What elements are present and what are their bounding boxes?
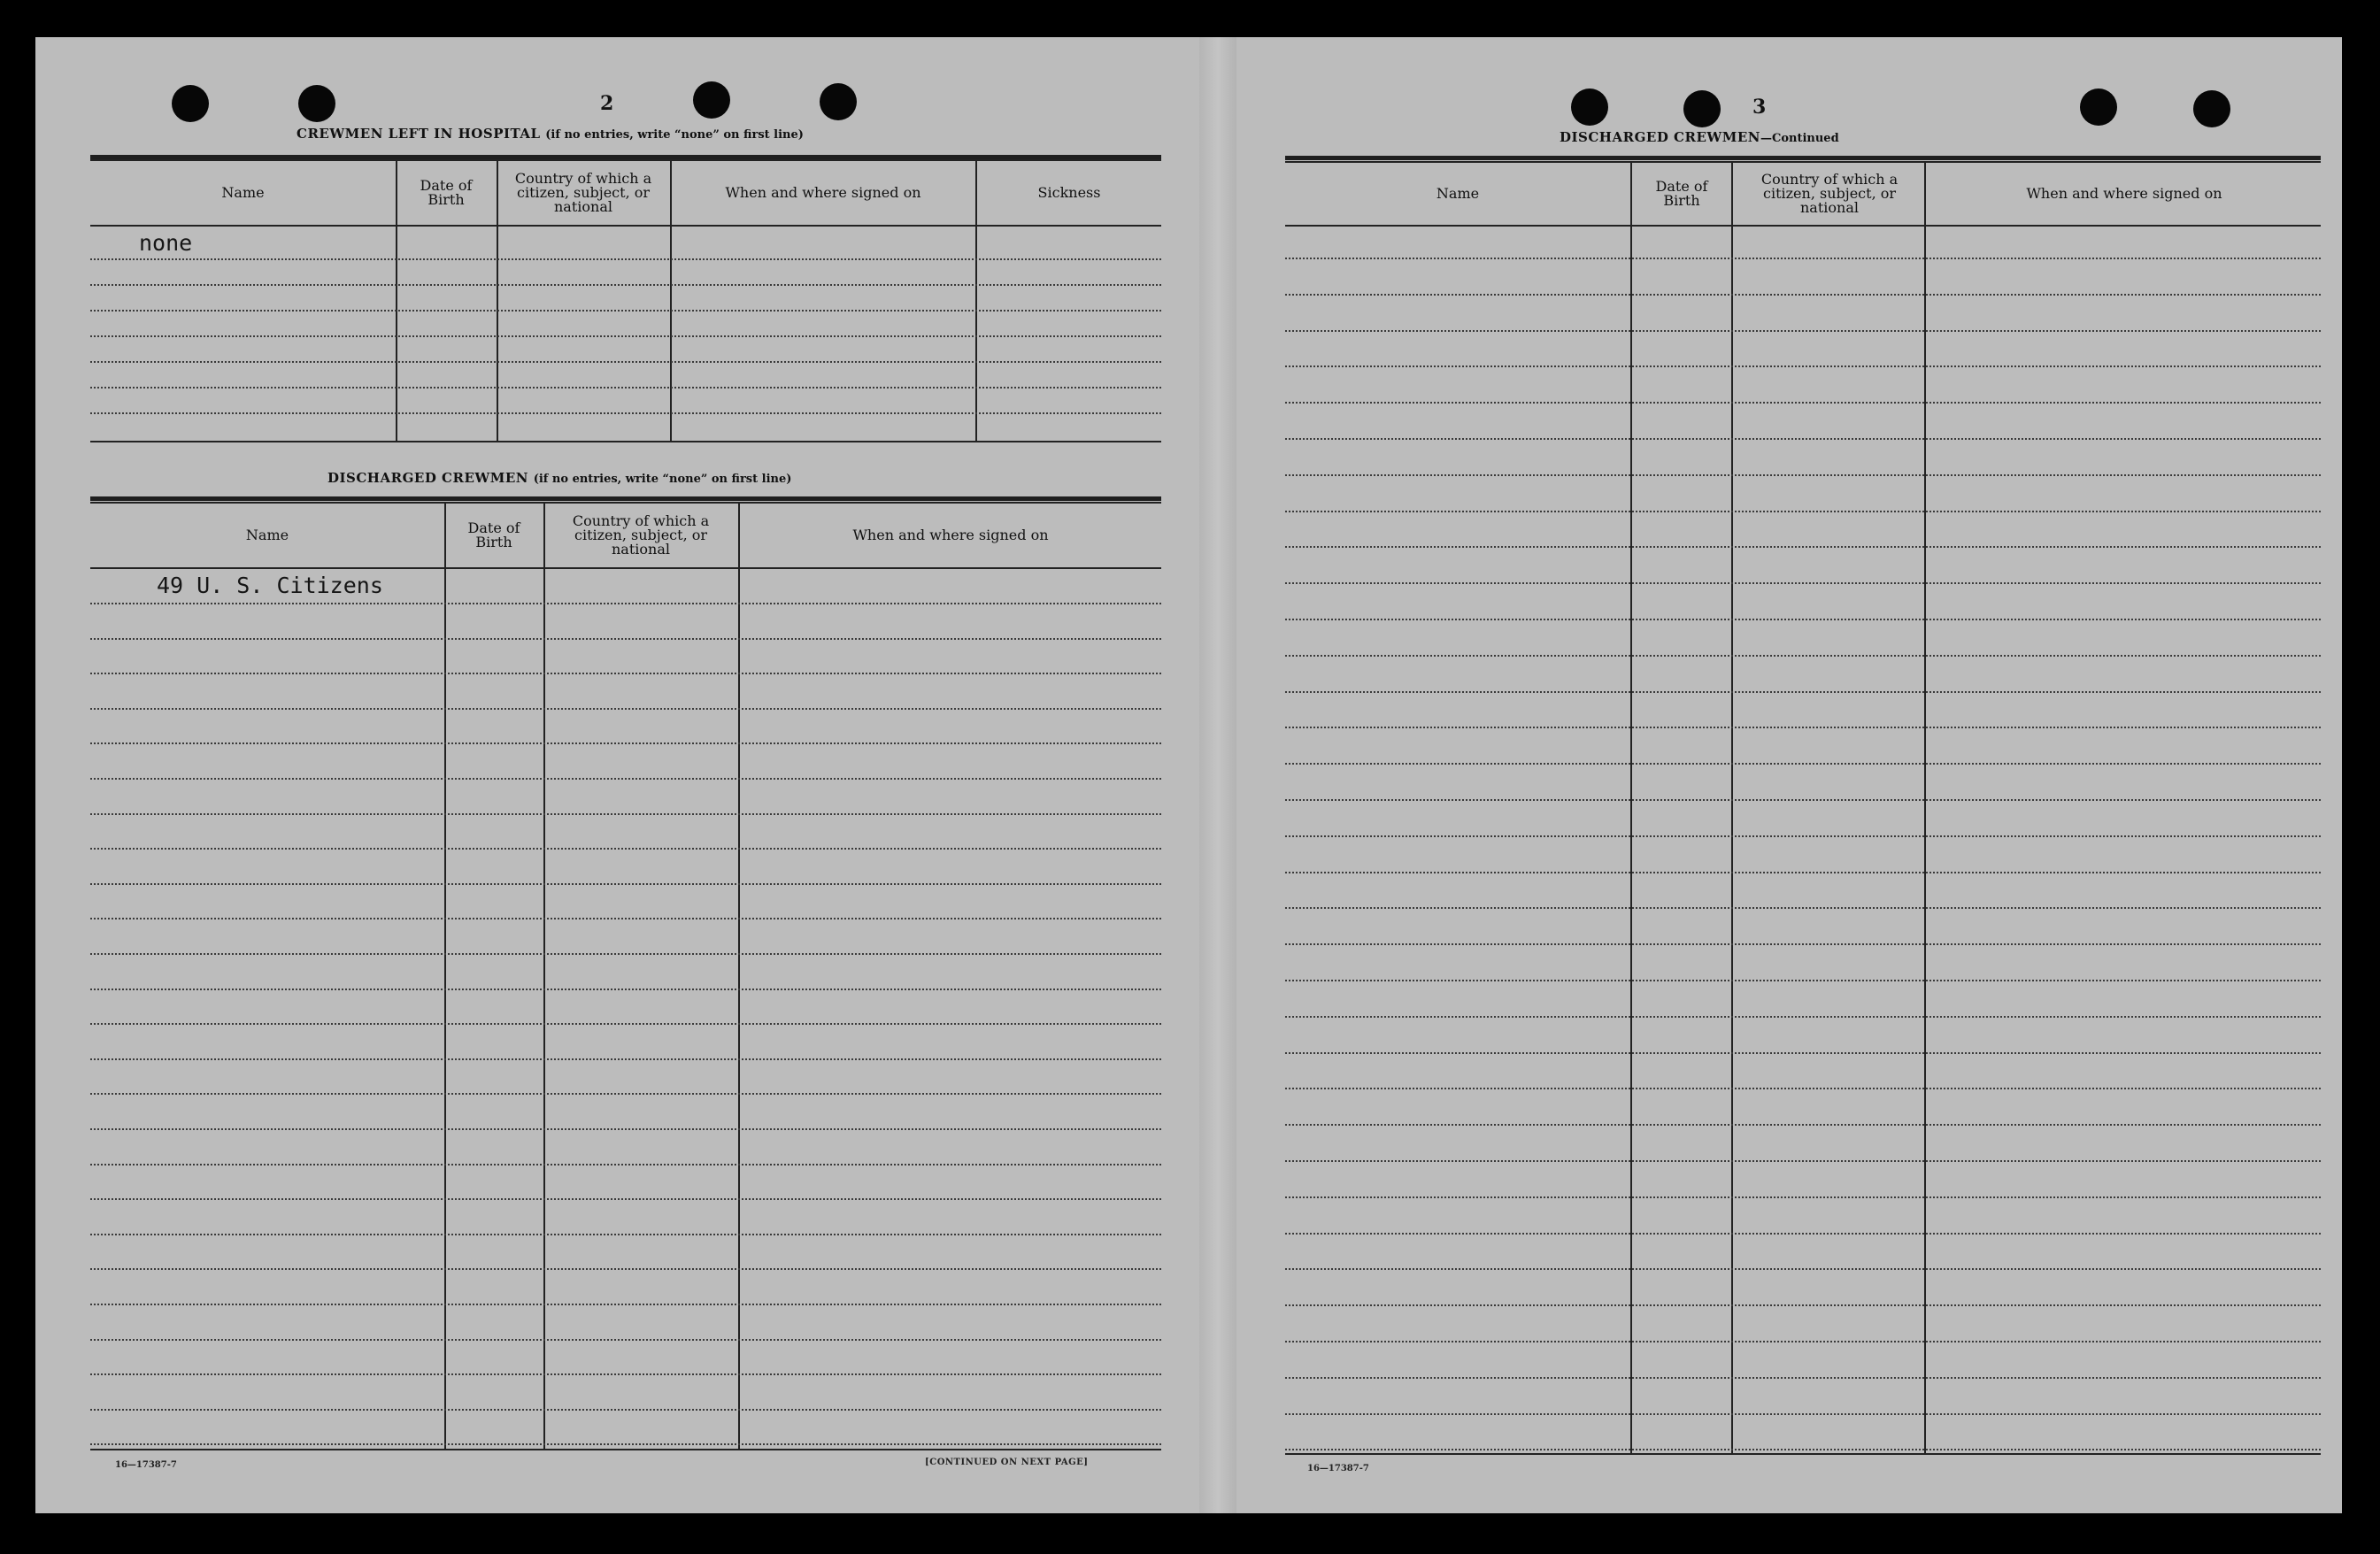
ruled-line xyxy=(1285,1124,2321,1126)
col-signed-on: When and where signed on xyxy=(2026,185,2222,202)
ruled-line xyxy=(1285,727,2321,728)
hospital-title-note: (if no entries, write “none” on first line) xyxy=(545,128,804,142)
left-page xyxy=(35,37,1199,1513)
ruled-line xyxy=(1285,1413,2321,1415)
column-divider xyxy=(396,161,397,442)
discharged-title-text: DISCHARGED CREWMEN xyxy=(327,470,528,486)
right-section-title xyxy=(1560,129,1839,145)
ruled-line xyxy=(90,742,1161,744)
ruled-line xyxy=(90,412,1161,414)
ruled-line xyxy=(1285,872,2321,873)
ruled-line xyxy=(1285,330,2321,332)
column-divider xyxy=(444,504,446,1450)
ruled-line xyxy=(90,708,1161,710)
ruled-line xyxy=(1285,402,2321,404)
continued-note: [CONTINUED ON NEXT PAGE] xyxy=(925,1458,1089,1467)
header-rule xyxy=(90,225,1161,227)
ruled-line xyxy=(90,1409,1161,1411)
col-country: Country of which a citizen, subject, or national xyxy=(1760,171,1899,216)
ruled-line xyxy=(1285,1449,2321,1450)
bottom-rule xyxy=(1285,1453,2321,1455)
ruled-line xyxy=(1285,1088,2321,1089)
column-divider xyxy=(670,161,672,442)
ruled-line xyxy=(90,848,1161,850)
ruled-line xyxy=(1285,582,2321,584)
ruled-line xyxy=(90,1304,1161,1305)
ruled-line xyxy=(1285,763,2321,765)
ruled-line xyxy=(1285,365,2321,367)
ruled-line xyxy=(1285,1160,2321,1162)
ruled-line xyxy=(90,1443,1161,1445)
ruled-line xyxy=(1285,1233,2321,1235)
column-divider xyxy=(975,161,977,442)
column-divider xyxy=(497,161,498,442)
column-divider xyxy=(1924,163,1926,1455)
ruled-line xyxy=(1285,655,2321,657)
ruled-line xyxy=(1285,1196,2321,1198)
ruled-line xyxy=(1285,943,2321,945)
punch-hole xyxy=(693,81,730,119)
page-number: 2 xyxy=(600,92,614,115)
ruled-line xyxy=(1285,1304,2321,1306)
punch-hole xyxy=(1683,90,1721,127)
hospital-first-entry: none xyxy=(139,230,193,256)
discharged-table xyxy=(90,502,1161,1450)
ruled-line xyxy=(90,335,1161,337)
ruled-line xyxy=(1285,1377,2321,1379)
punch-hole xyxy=(820,83,857,120)
ruled-line xyxy=(90,1164,1161,1166)
col-date-of-birth: Date of Birth xyxy=(420,177,473,208)
col-date-of-birth: Date of Birth xyxy=(1655,178,1708,209)
form-number: 16—17387-7 xyxy=(115,1460,177,1470)
hospital-table xyxy=(90,159,1161,442)
ruled-line xyxy=(90,883,1161,885)
discharged-title-note: (if no entries, write “none” on first line) xyxy=(533,473,792,486)
ruled-line xyxy=(90,603,1161,604)
ruled-line xyxy=(90,1093,1161,1095)
ruled-line xyxy=(1285,907,2321,909)
ruled-line xyxy=(90,1198,1161,1200)
hospital-title-text: CREWMEN LEFT IN HOSPITAL xyxy=(297,126,541,142)
punch-hole xyxy=(2080,88,2117,126)
page-number: 3 xyxy=(1752,96,1767,119)
header-rule xyxy=(1285,225,2321,227)
ruled-line xyxy=(90,1268,1161,1270)
ruled-line xyxy=(1285,438,2321,440)
ruled-line xyxy=(90,1373,1161,1375)
punch-hole xyxy=(1571,88,1608,126)
col-name: Name xyxy=(245,527,289,543)
ruled-line xyxy=(90,1234,1161,1235)
right-top-rule xyxy=(1285,156,2321,160)
ruled-line xyxy=(90,778,1161,780)
col-name: Name xyxy=(221,184,265,201)
form-number: 16—17387-7 xyxy=(1307,1464,1369,1473)
ruled-line xyxy=(90,1128,1161,1130)
right-discharged-table xyxy=(1285,161,2321,1455)
ruled-line xyxy=(1285,691,2321,693)
bottom-rule xyxy=(90,1449,1161,1450)
column-divider xyxy=(738,504,740,1450)
ruled-line xyxy=(90,258,1161,260)
ruled-line xyxy=(1285,294,2321,296)
ruled-line xyxy=(1285,474,2321,476)
ruled-line xyxy=(90,1058,1161,1060)
discharged-top-rule xyxy=(90,496,1161,501)
ruled-line xyxy=(1285,1016,2321,1018)
ruled-line xyxy=(90,813,1161,815)
ruled-line xyxy=(90,310,1161,312)
ruled-line xyxy=(90,638,1161,640)
bottom-rule xyxy=(90,441,1161,442)
col-signed-on: When and where signed on xyxy=(725,184,921,201)
col-signed-on: When and where signed on xyxy=(852,527,1049,543)
discharged-section-title xyxy=(327,470,791,486)
ruled-line xyxy=(1285,799,2321,801)
ruled-line xyxy=(90,284,1161,286)
header-rule xyxy=(90,567,1161,569)
column-divider xyxy=(1630,163,1632,1455)
ruled-line xyxy=(1285,619,2321,620)
ruled-line xyxy=(1285,835,2321,837)
ruled-line xyxy=(90,1339,1161,1341)
scanned-document xyxy=(35,37,2342,1513)
ruled-line xyxy=(1285,1052,2321,1054)
ruled-line xyxy=(90,361,1161,363)
ruled-line xyxy=(90,387,1161,388)
ruled-line xyxy=(1285,1268,2321,1270)
ruled-line xyxy=(90,1023,1161,1025)
ruled-line xyxy=(1285,980,2321,981)
col-country: Country of which a citizen, subject, or national xyxy=(514,170,652,215)
punch-hole xyxy=(298,85,335,122)
col-sickness: Sickness xyxy=(1037,184,1101,201)
ruled-line xyxy=(90,918,1161,919)
col-name: Name xyxy=(1436,185,1480,202)
page-fold xyxy=(1199,37,1236,1513)
col-date-of-birth: Date of Birth xyxy=(467,519,520,550)
punch-hole xyxy=(2193,90,2230,127)
column-divider xyxy=(543,504,545,1450)
ruled-line xyxy=(90,953,1161,955)
right-title-suffix: —Continued xyxy=(1760,132,1839,145)
ruled-line xyxy=(1285,546,2321,548)
col-country: Country of which a citizen, subject, or national xyxy=(572,512,710,558)
ruled-line xyxy=(1285,258,2321,259)
punch-hole xyxy=(172,85,209,122)
right-title-text: DISCHARGED CREWMEN xyxy=(1560,129,1760,145)
right-page xyxy=(1236,37,2342,1513)
column-divider xyxy=(1731,163,1733,1455)
hospital-section-title xyxy=(297,126,804,142)
discharged-first-entry: 49 U. S. Citizens xyxy=(157,573,383,598)
ruled-line xyxy=(90,989,1161,990)
ruled-line xyxy=(90,673,1161,674)
ruled-line xyxy=(1285,511,2321,512)
ruled-line xyxy=(1285,1341,2321,1342)
